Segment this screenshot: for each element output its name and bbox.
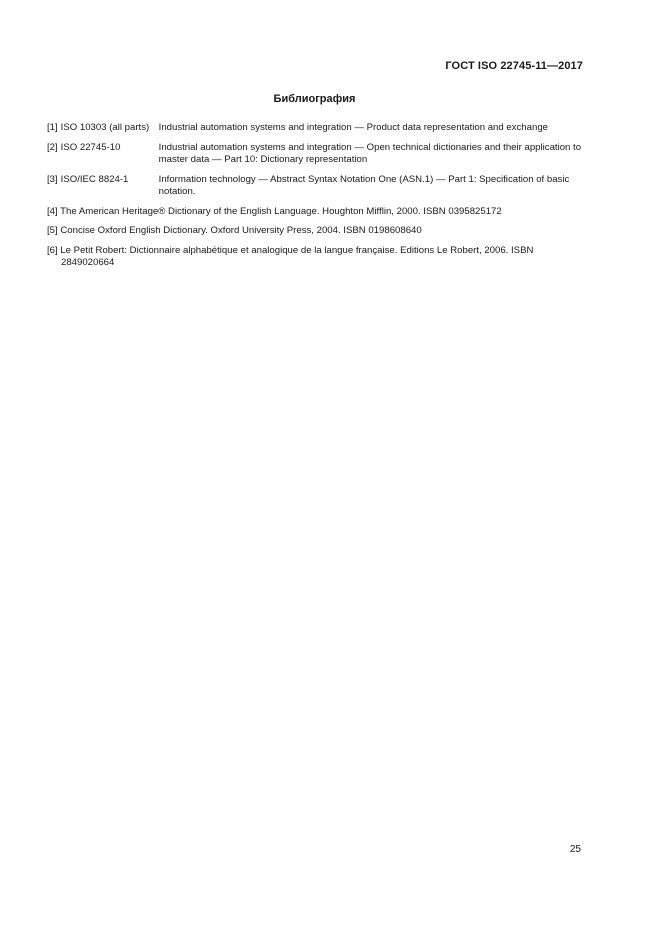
reference-item <box>47 245 583 270</box>
reference-item <box>47 225 583 238</box>
reference-title: Industrial automation systems and integration — Open technical dictionaries and their application to master data — Part 10: Dictionary representation <box>158 141 582 165</box>
reference-list <box>47 122 583 277</box>
reference-item <box>47 206 583 219</box>
reference-text-continuation: 2849020664 <box>61 257 115 268</box>
reference-text: Le Petit Robert: Dictionnaire alphabétique et analogique de la langue française. Editions Le Robert, 2006. ISBN <box>60 244 534 256</box>
reference-title: Information technology — Abstract Syntax Notation One (ASN.1) — Part 1: Specification of basic notation. <box>158 173 570 197</box>
reference-number: [1] <box>47 122 58 133</box>
reference-code: ISO/IEC 8824-1 <box>60 173 129 185</box>
reference-number: [2] <box>47 141 58 153</box>
reference-text: Concise Oxford English Dictionary. Oxford University Press, 2004. ISBN 0198608640 <box>60 225 422 236</box>
reference-number: [4] <box>47 205 58 217</box>
bibliography-title <box>0 93 661 105</box>
reference-item <box>47 174 583 199</box>
page-number: 25 <box>569 844 581 855</box>
reference-text: The American Heritage® Dictionary of the English Language. Houghton Mifflin, 2000. ISBN 0395825172 <box>60 205 502 217</box>
reference-item <box>47 142 583 167</box>
reference-item <box>47 122 583 135</box>
reference-number: [5] <box>47 225 58 236</box>
bibliography-title-text: Библиография <box>273 93 356 105</box>
reference-number: [6] <box>47 244 58 256</box>
standard-designation: ГОСТ ISO 22745-11—2017 <box>445 60 583 72</box>
reference-code: ISO 10303 (all parts) <box>60 122 150 133</box>
reference-title: Industrial automation systems and integration — Product data representation and exchange <box>158 122 548 133</box>
reference-code: ISO 22745-10 <box>60 141 121 153</box>
reference-number: [3] <box>47 173 58 185</box>
